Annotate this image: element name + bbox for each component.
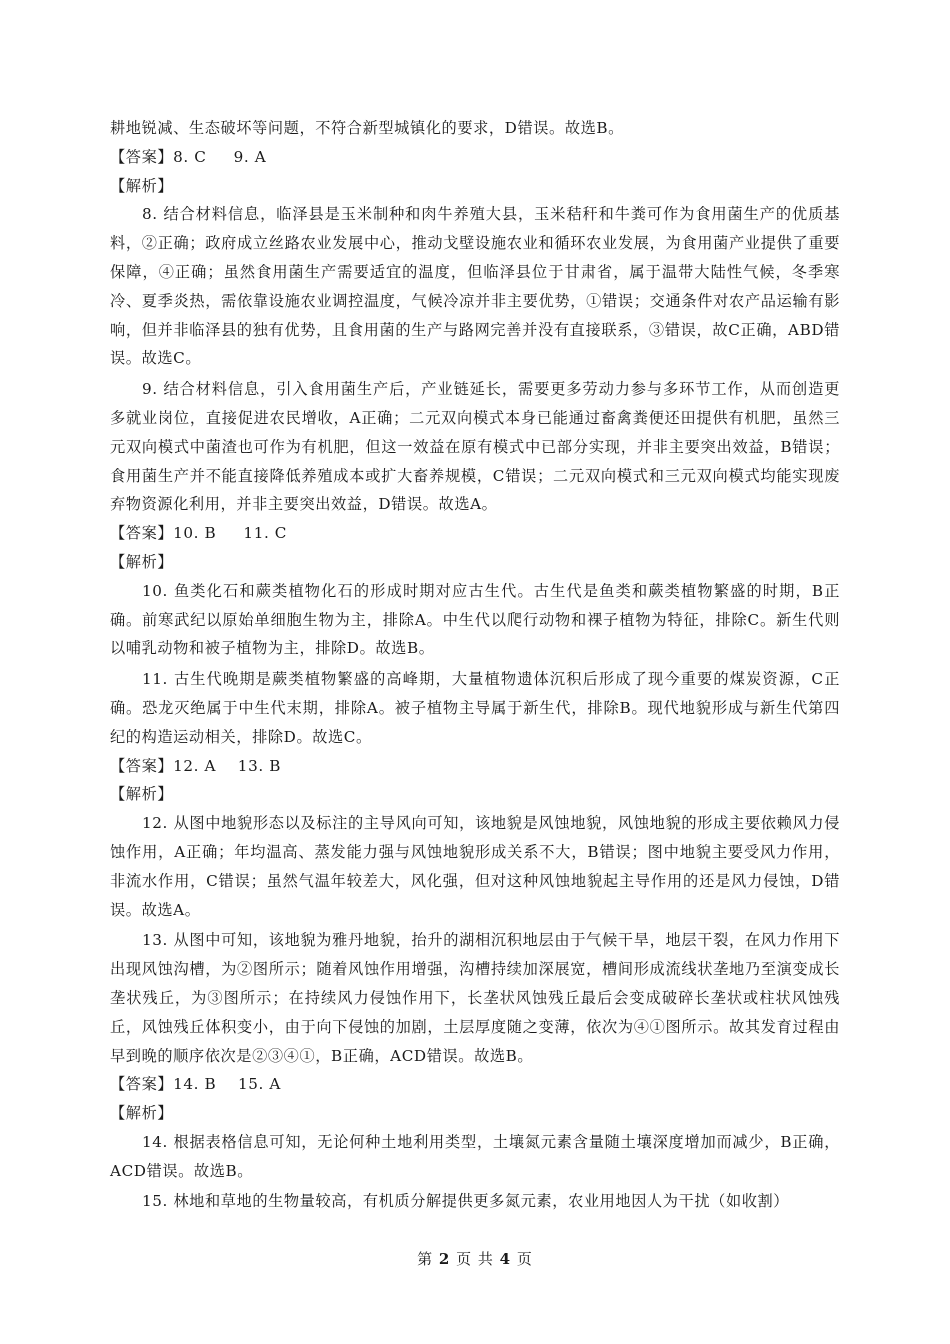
answer-line: 【答案】10. B 11. C [110, 524, 288, 543]
paragraph: 11. 古生代晚期是蕨类植物繁盛的高峰期，大量植物遗体沉积后形成了现今重要的煤炭资源，C正确。恐龙灭绝属于中生代末期，排除A。被子植物主导属于新生代，排除B。现代地貌形成与新生代第四纪的构造运动相关，排除D。故选C。 [110, 670, 840, 746]
footer-suffix: 页 [516, 1250, 533, 1268]
paragraph: 8. 结合材料信息，临泽县是玉米制种和肉牛养殖大县，玉米秸秆和牛粪可作为食用菌生产的优质基料，②正确；政府成立丝路农业发展中心，推动戈壁设施农业和循环农业发展，为食用菌产业提供了重要保障，④正确；虽然食用菌生产需要适宜的温度，但临泽县位于甘肃省，属于温带大陆性气候，冬季寒冷、夏季炎热，需依靠设施农业调控温度，气候冷凉并非主要优势，①错误；交通条件对农产品运输有影响，但并非临泽县的独有优势，且食用菌的生产与路网完善并没有直接联系，③错误，故C正确，ABD错误。故选C。 [110, 205, 840, 368]
paragraph: 10. 鱼类化石和蕨类植物化石的形成时期对应古生代。古生代是鱼类和蕨类植物繁盛的时期，B正确。前寒武纪以原始单细胞生物为主，排除A。中生代以爬行动物和裸子植物为特征，排除C。新生代则以哺乳动物和被子植物为主，排除D。故选B。 [110, 581, 840, 658]
paragraph: 13. 从图中可知，该地貌为雅丹地貌，抬升的湖相沉积地层由于气候干旱，地层干裂，在风力作用下出现风蚀沟槽，为②图所示；随着风蚀作用增强，沟槽持续加深展宽，槽间形成流线状垄地乃至演变成长垄状残丘，为③图所示；在持续风力侵蚀作用下，长垄状风蚀残丘最后会变成破碎长垄状或柱状风蚀残丘，风蚀残丘体积变小，由于向下侵蚀的加剧，土层厚度随之变薄，依次为④①图所示。故其发育过程由早到晚的顺序依次是②③④①，B正确，ACD错误。故选B。 [110, 931, 840, 1065]
analysis-heading: 【解析】 [110, 552, 174, 571]
total-page-number: 4 [499, 1250, 512, 1268]
analysis-heading: 【解析】 [110, 176, 174, 195]
paragraph: 耕地锐减、生态破坏等问题，不符合新型城镇化的要求，D错误。故选B。 [110, 119, 624, 137]
paragraph: 15. 林地和草地的生物量较高，有机质分解提供更多氮元素，农业用地因人为干扰（如收割） [142, 1192, 790, 1211]
answer-line: 【答案】8. C 9. A [110, 147, 267, 166]
document-body [110, 114, 840, 1216]
footer-middle: 页 共 [456, 1250, 494, 1268]
paragraph: 12. 从图中地貌形态以及标注的主导风向可知，该地貌是风蚀地貌，风蚀地貌的形成主要依赖风力侵蚀作用，A正确；年均温高、蒸发能力强与风蚀地貌形成关系不大，B错误；图中地貌主要受风力作用，非流水作用，C错误；虽然气温年较差大，风化强，但对这种风蚀地貌起主导作用的还是风力侵蚀，D错误。故选A。 [110, 814, 840, 919]
answer-line: 【答案】12. A 13. B [110, 756, 281, 775]
analysis-heading: 【解析】 [110, 785, 174, 804]
paragraph: 14. 根据表格信息可知，无论何种土地利用类型，土壤氮元素含量随土壤深度增加而减少，B正确，ACD错误。故选B。 [110, 1132, 840, 1180]
answer-line: 【答案】14. B 15. A [110, 1075, 281, 1094]
page-footer [0, 1248, 950, 1269]
current-page-number: 2 [438, 1250, 451, 1268]
paragraph: 9. 结合材料信息，引入食用菌生产后，产业链延长，需要更多劳动力参与多环节工作，从而创造更多就业岗位，直接促进农民增收，A正确；二元双向模式本身已能通过畜禽粪便还田提供有机肥，虽然三元双向模式中菌渣也可作为有机肥，但这一效益在原有模式中已部分实现，并非主要突出效益，B错误；食用菌生产并不能直接降低养殖成本或扩大畜养规模，C错误；二元双向模式和三元双向模式均能实现废弃物资源化利用，并非主要突出效益，D错误。故选A。 [110, 380, 840, 514]
analysis-heading: 【解析】 [110, 1104, 174, 1123]
footer-prefix: 第 [417, 1250, 434, 1268]
